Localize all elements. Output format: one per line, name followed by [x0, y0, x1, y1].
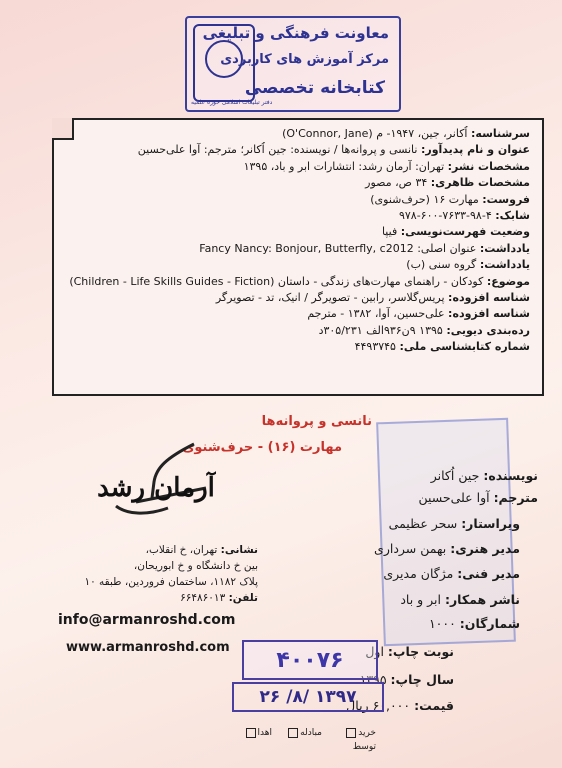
cip-lines [60, 126, 530, 356]
cip-value: ۳۴ ص، مصور [365, 176, 428, 190]
cip-label: موضوع: [486, 274, 530, 288]
cip-label: مشخصات ظاهری: [430, 176, 530, 190]
address-label: نشانی: [220, 544, 258, 556]
credit-item [418, 490, 538, 505]
cip-label: یادداشت: [479, 241, 530, 255]
cip-line [60, 142, 530, 158]
cip-line [60, 339, 530, 355]
credit-item [365, 644, 454, 659]
credit-item [429, 616, 520, 631]
option-exchange: مبادله [288, 728, 322, 738]
credit-label: نوبت چاپ: [387, 644, 454, 659]
library-stamp-top [185, 16, 401, 112]
credit-label: ویراستار: [461, 516, 520, 531]
phone-label: تلفن: [228, 592, 258, 604]
option-purchase: خرید [346, 728, 376, 738]
cip-line [60, 290, 530, 306]
cip-value: عنوان اصلی: Fancy Nancy: Bonjour, Butterfly, c2012 [199, 241, 477, 255]
credit-item [400, 592, 520, 607]
cip-value: تهران: آرمان رشد: انتشارات ابر و باد، ۱۳۹۵ [243, 159, 445, 173]
credit-value: مژگان مدیری [383, 566, 454, 581]
stamp-line-4: دفتر تبلیغات اسلامی حوزه علمیه [191, 99, 273, 106]
credit-value: ابر و باد [400, 592, 441, 607]
cip-value: ۱۳۹۵ ۹ن۹۳۶الف ۳۰۵/۲۳۱د [318, 323, 443, 337]
address-line-1: تهران، خ انقلاب، [145, 544, 218, 556]
faint-library-stamp [376, 418, 516, 646]
cip-line [60, 274, 530, 290]
cip-line [60, 323, 530, 339]
credit-value: سحر عظیمی [388, 516, 458, 531]
credit-label: شمارگان: [459, 616, 520, 631]
cip-line [60, 159, 530, 175]
cip-value: گروه سنی (ب) [406, 258, 477, 272]
email-address: info@armanroshd.com [58, 612, 236, 628]
credit-value: اول [365, 644, 384, 659]
cip-value: پریس‌گلاسر، رابین - تصویرگر / انیک، تد - تصویرگر [215, 291, 445, 305]
cip-line [60, 241, 530, 257]
credit-item [431, 468, 538, 483]
cip-value: فیپا [381, 225, 398, 239]
credit-label: سال چاپ: [390, 672, 454, 687]
cip-line [60, 175, 530, 191]
cip-value: اُکانر، جین، ۱۹۴۷- م (O'Connor, Jane) [282, 127, 468, 140]
publisher-address [40, 542, 258, 606]
cip-line [60, 208, 530, 224]
cip-value: علی‌حسین، آوا، ۱۳۸۲ - مترجم [307, 307, 445, 321]
cip-label: شماره کتابشناسی ملی: [399, 340, 530, 354]
cataloging-in-publication-box [52, 118, 544, 396]
address-line-3: پلاک ۱۱۸۲، ساختمان فروردین، طبقه ۱۰ [84, 576, 258, 588]
cip-label: فروست: [482, 192, 530, 206]
credit-value: آوا علی‌حسین [418, 490, 490, 505]
cip-label: وضعیت فهرست‌نویسی: [400, 225, 530, 239]
cip-label: عنوان و نام پدیدآور: [420, 143, 530, 157]
cip-line [60, 192, 530, 208]
credit-item [389, 516, 520, 531]
address-line-2: بین خ دانشگاه و خ ابوریحان، [133, 560, 258, 572]
stamp-line-2: مرکز آموزش های کاربردی [220, 52, 389, 67]
cip-line [60, 306, 530, 322]
cip-label: سرشناسه: [471, 127, 530, 140]
book-title: نانسی و پروانه‌ها [261, 414, 372, 429]
credit-label: مدیر هنری: [450, 541, 520, 556]
credit-value: ۱۳۹۵ [359, 672, 387, 687]
credit-label: ناشر همکار: [444, 592, 520, 607]
credit-value: ۶۰,۰۰۰ ریال [346, 698, 411, 713]
book-series: مهارت (۱۶) - حرف‌شنوی [182, 440, 342, 455]
via-label: توسط [352, 742, 376, 752]
cip-line [60, 257, 530, 273]
credit-label: مترجم: [493, 490, 538, 505]
credit-item [383, 566, 520, 581]
cip-label: یادداشت: [479, 258, 530, 272]
cip-line [60, 224, 530, 240]
cip-value: کودکان - راهنمای مهارت‌های زندگی - داستان (Children - Life Skills Guides - Fiction) [69, 274, 484, 288]
accession-number: ۴۰۰۷۶ [242, 640, 378, 680]
acquisition-options [232, 724, 380, 754]
cip-label: شابک: [495, 209, 530, 223]
cip-line [60, 126, 530, 142]
credit-value: ۱۰۰۰ [428, 616, 456, 631]
cip-label: شناسه افزوده: [448, 307, 530, 321]
cip-value: مهارت ۱۶ (حرف‌شنوی) [370, 192, 479, 206]
website-url: www.armanroshd.com [66, 640, 230, 655]
credit-label: نویسنده: [483, 468, 538, 483]
credit-label: قیمت: [414, 698, 454, 713]
cip-label: شناسه افزوده: [448, 291, 530, 305]
cip-value: نانسی و پروانه‌ها / نویسنده: جین اُکانر؛ مترجم: آوا علی‌حسین [137, 143, 418, 157]
phone-number: ۶۶۴۸۶۰۱۳ [180, 592, 226, 604]
cip-value: ۴-۹۸-۷۶۳۳-۶۰۰-۹۷۸ [398, 209, 492, 223]
cip-label: مشخصات نشر: [447, 159, 530, 173]
stamp-line-1: معاونت فرهنگی و تبلیغی [202, 24, 389, 42]
stamp-line-3: کتابخانه تخصصی [244, 78, 385, 98]
option-donation: اهدا [246, 728, 272, 738]
credit-label: مدیر فنی: [457, 566, 520, 581]
credit-item [374, 541, 520, 556]
credit-value: بهمن سرداری [374, 541, 447, 556]
checkbox-icon [246, 728, 256, 738]
cip-value: ۴۴۹۳۷۴۵ [354, 340, 396, 354]
credit-value: جین اُکانر [430, 468, 480, 483]
publisher-logo [96, 438, 216, 534]
logo-text: آرمان رشد [97, 473, 215, 503]
checkbox-icon [288, 728, 298, 738]
checkbox-icon [346, 728, 356, 738]
date-stamp: ۱۳۹۷ /۸/ ۲۶ [232, 682, 384, 712]
cip-label: رده‌بندی دیویی: [446, 323, 530, 337]
